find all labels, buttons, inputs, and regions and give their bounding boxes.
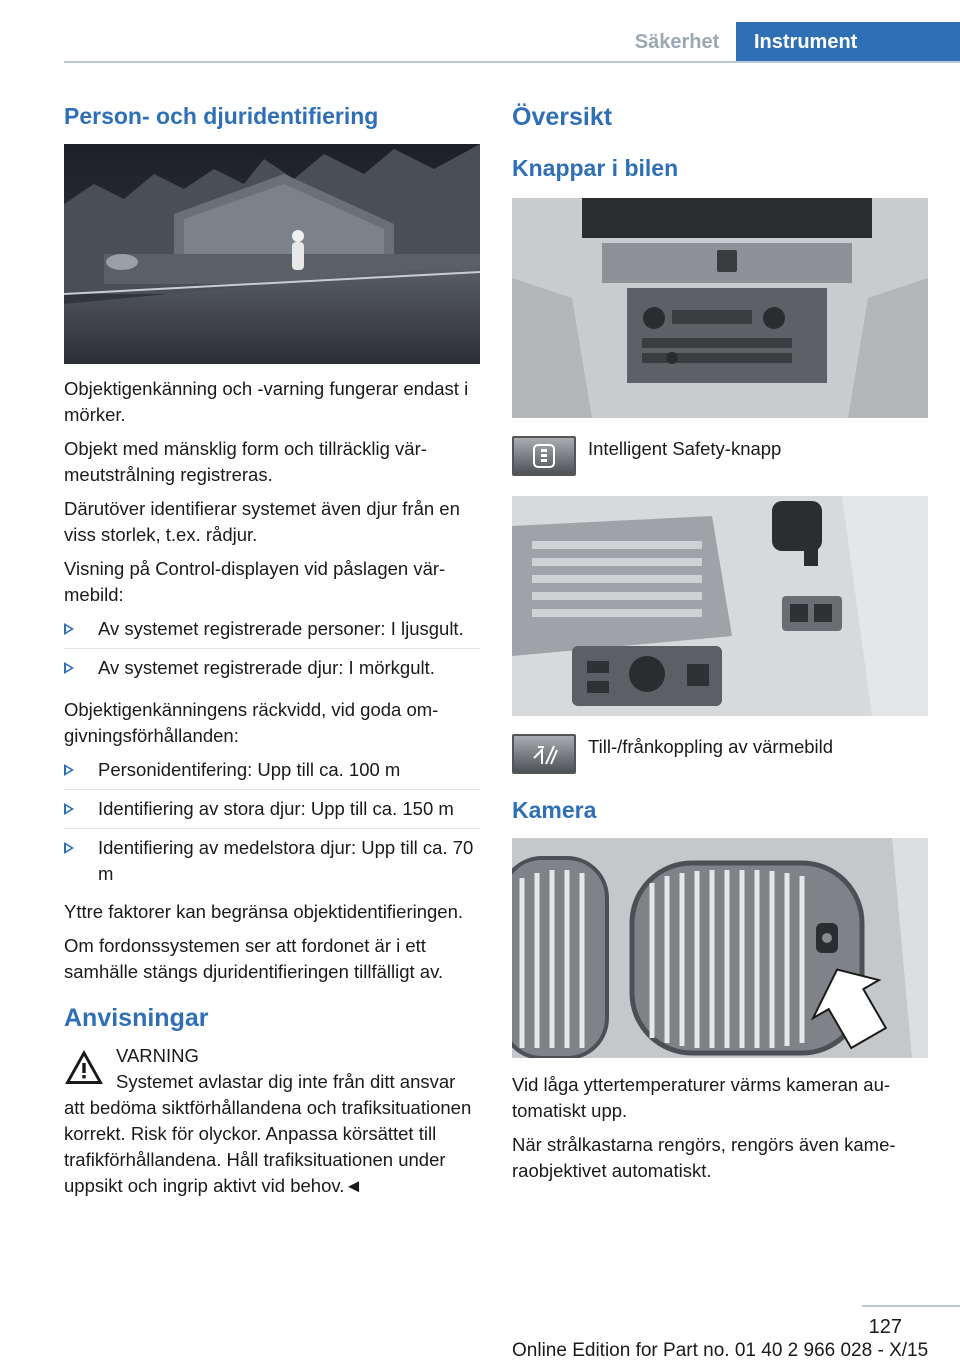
intelligent-safety-label: Intelligent Safety-knapp [588,438,782,459]
range-list [64,757,480,893]
kidney-grille-illustration [512,838,928,1058]
left-column [64,100,480,1199]
thermal-image-button-icon[interactable] [512,734,576,774]
list-item [64,655,480,687]
thermal-night-illustration [64,144,480,364]
warning-box [64,1043,480,1199]
triangle-bullet-icon [64,623,74,635]
paragraph-display: Visning på Control-displayen vid påslagen värmebild: [64,558,446,605]
list-item-text: Personidentifering: Upp till ca. 100 m [98,759,401,780]
section-heading-identification: Person- och djuridentifiering [64,103,379,129]
thermal-image-button-row [512,734,928,774]
list-item [64,616,480,649]
footer-rule [862,1305,960,1307]
list-item [64,796,480,829]
buttons-subheading: Knappar i bilen [512,155,679,181]
dashboard-buttons-image [512,198,928,418]
thermal-image-symbol-icon [514,736,574,772]
list-item-text: Av systemet registrerade djur: I mörkgult. [98,657,435,678]
paragraph-detection-dark: Objektigenkänning och -varning fungerar endast i mörker. [64,378,469,425]
paragraph-external-factors: Yttre faktorer kan begränsa objektidentifieringen. [64,901,464,922]
header-rule [64,61,960,63]
paragraph-camera-cleaning: När strålkastarna rengörs, rengörs även kameraobjektivet automatiskt. [512,1134,896,1181]
triangle-bullet-icon [64,662,74,674]
warning-title: VARNING [116,1045,199,1066]
list-item-text: Identifiering av stora djur: Upp till ca. 150 m [98,798,454,819]
warning-triangle-icon [64,1049,104,1085]
intelligent-safety-button-row [512,436,928,476]
intelligent-safety-symbol-icon [514,438,574,474]
triangle-bullet-icon [64,842,74,854]
list-item-text: Identifiering av medelstora djur: Upp till ca. 70 m [98,837,474,884]
center-console-illustration [512,198,928,418]
list-item-text: Av systemet registrerade personer: I ljusgult. [98,618,464,639]
triangle-bullet-icon [64,764,74,776]
paragraph-range: Objektigenkänningens räckvidd, vid goda omgivningsförhållanden: [64,699,439,746]
warning-text: Systemet avlastar dig inte från ditt ansvar att bedöma siktförhållandena och trafiksituationen korrekt. Risk för olyckor. Anpassa körsättet till trafikförhållandena. Håll trafiksituationen under uppsikt och ingrip aktivt vid behov.◄ [64,1071,472,1196]
notes-heading: Anvisningar [64,1004,209,1032]
paragraph-human-form: Objekt med mänsklig form och tillräcklig värmeutstrålning registreras. [64,438,427,485]
list-item [64,835,480,893]
edition-footer: Online Edition for Part no. 01 40 2 966 028 - X/15 [512,1340,929,1361]
headlight-switch-image [512,496,928,716]
paragraph-camera-heating: Vid låga yttertemperaturer värms kameran automatiskt upp. [512,1074,891,1121]
dashboard-left-illustration [512,496,928,716]
display-color-list [64,616,480,687]
intelligent-safety-button-icon[interactable] [512,436,576,476]
thermal-image-label: Till-/frånkoppling av värmebild [588,736,834,757]
thermal-night-image [64,144,480,364]
camera-grille-image [512,838,928,1058]
paragraph-animals: Därutöver identifierar systemet även djur från en viss storlek, t.ex. rådjur. [64,498,460,545]
header-tab-sakerhet[interactable]: Säkerhet [634,31,720,53]
paragraph-urban: Om fordonssystemen ser att fordonet är i ett samhälle stängs djuridentifieringen tillfälligt av. [64,935,444,982]
overview-heading: Översikt [512,103,613,131]
list-item [64,757,480,790]
triangle-bullet-icon [64,803,74,815]
camera-subheading: Kamera [512,797,597,823]
right-column [512,100,928,1192]
page-number: 127 [868,1316,902,1338]
header-tab-instrument[interactable]: Instrument [736,22,960,63]
